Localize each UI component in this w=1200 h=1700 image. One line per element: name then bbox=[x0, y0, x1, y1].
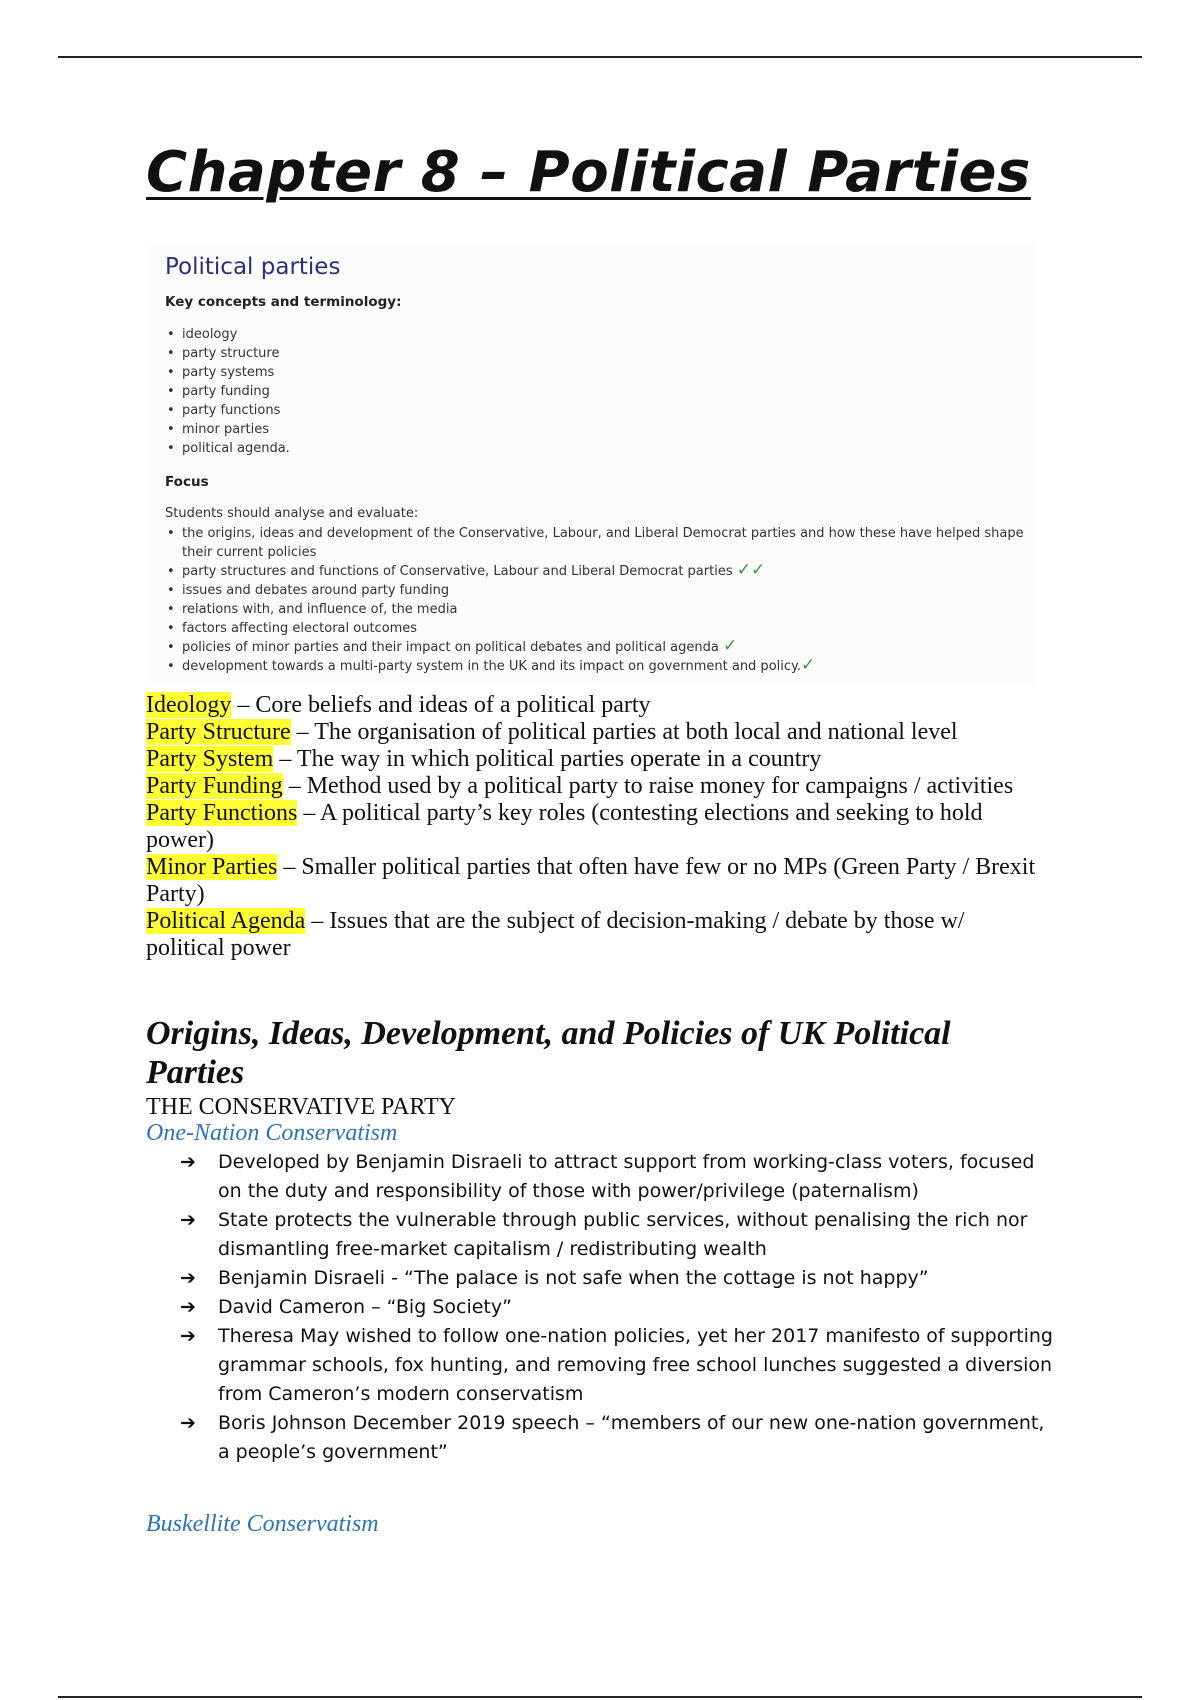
list-item: • relations with, and influence of, the media bbox=[165, 600, 1025, 619]
list-item: • the origins, ideas and development of the Conservative, Labour, and Liberal Democrat parties and how these have helped shape their current policies bbox=[165, 524, 1025, 562]
list-item: ➔ State protects the vulnerable through public services, without penalising the rich nor dismantling free-market capitalism / redistributing wealth bbox=[180, 1206, 1060, 1264]
subsection-heading: One-Nation Conservatism bbox=[146, 1120, 398, 1146]
page-title: Chapter 8 – Political Parties bbox=[146, 140, 1031, 205]
list-item: • minor parties bbox=[165, 420, 290, 439]
list-item: • party structure bbox=[165, 344, 290, 363]
focus-intro: Students should analyse and evaluate: bbox=[165, 506, 419, 521]
subsection-heading: Buskellite Conservatism bbox=[146, 1511, 379, 1537]
definition: Party Structure – The organisation of political parties at both local and national level bbox=[146, 719, 958, 745]
checkmark-icon: ✓✓ bbox=[736, 560, 766, 580]
list-item: • policies of minor parties and their impact on political debates and political agenda ✓ bbox=[165, 638, 1025, 657]
list-item: • issues and debates around party funding bbox=[165, 581, 1025, 600]
definition-term: Ideology bbox=[146, 692, 232, 718]
definition: Minor Parties – Smaller political parties that often have few or no MPs (Green Party / Brexit Party) bbox=[146, 854, 1036, 907]
focus-list bbox=[165, 524, 1025, 676]
list-item: ➔ Benjamin Disraeli - “The palace is not safe when the cottage is not happy” bbox=[180, 1264, 1060, 1293]
footer-rule bbox=[58, 1696, 1142, 1698]
list-item: ➔ David Cameron – “Big Society” bbox=[180, 1293, 1060, 1322]
list-item: • political agenda. bbox=[165, 439, 290, 458]
definition: Political Agenda – Issues that are the subject of decision-making / debate by those w/ political power bbox=[146, 908, 965, 961]
specification-box bbox=[150, 244, 1036, 684]
definition-term: Party System bbox=[146, 746, 274, 772]
header-rule bbox=[58, 56, 1142, 58]
checkmark-icon: ✓ bbox=[722, 636, 738, 656]
definition: Party Funding – Method used by a political party to raise money for campaigns / activities bbox=[146, 773, 1014, 799]
list-item: • party functions bbox=[165, 401, 290, 420]
definition-term: Party Functions bbox=[146, 800, 298, 826]
definition-term: Party Structure bbox=[146, 719, 291, 745]
definition: Party System – The way in which political parties operate in a country bbox=[146, 746, 822, 772]
bullet-list bbox=[180, 1148, 1060, 1467]
list-item: • party funding bbox=[165, 382, 290, 401]
definition-term: Minor Parties bbox=[146, 854, 278, 880]
definitions-list bbox=[146, 692, 1046, 962]
spec-heading: Political parties bbox=[165, 254, 341, 280]
concepts-list bbox=[165, 325, 290, 458]
spec-subheading: Key concepts and terminology: bbox=[165, 294, 402, 310]
checkmark-icon: ✓ bbox=[801, 655, 816, 675]
list-item: • ideology bbox=[165, 325, 290, 344]
section-title: Origins, Ideas, Development, and Policies of UK Political Parties bbox=[146, 1015, 951, 1091]
definition-term: Party Funding bbox=[146, 773, 283, 799]
list-item: ➔ Theresa May wished to follow one-nation policies, yet her 2017 manifesto of supporting grammar schools, fox hunting, and removing free school lunches suggested a diversion from Cameron’s modern conservatism bbox=[180, 1322, 1060, 1409]
list-item: • party systems bbox=[165, 363, 290, 382]
list-item: ➔ Developed by Benjamin Disraeli to attract support from working-class voters, focused on the duty and responsibility of those with power/privilege (paternalism) bbox=[180, 1148, 1060, 1206]
list-item: • party structures and functions of Conservative, Labour and Liberal Democrat parties ✓✓ bbox=[165, 562, 1025, 581]
definition: Ideology – Core beliefs and ideas of a political party bbox=[146, 692, 651, 718]
list-item: • development towards a multi-party system in the UK and its impact on government and policy.✓ bbox=[165, 657, 1025, 676]
focus-heading: Focus bbox=[165, 474, 209, 490]
list-item: • factors affecting electoral outcomes bbox=[165, 619, 1025, 638]
party-heading: THE CONSERVATIVE PARTY bbox=[146, 1094, 457, 1120]
definition: Party Functions – A political party’s key roles (contesting elections and seeking to hold power) bbox=[146, 800, 983, 853]
definition-term: Political Agenda bbox=[146, 908, 306, 934]
list-item: ➔ Boris Johnson December 2019 speech – “members of our new one-nation government, a people’s government” bbox=[180, 1409, 1060, 1467]
